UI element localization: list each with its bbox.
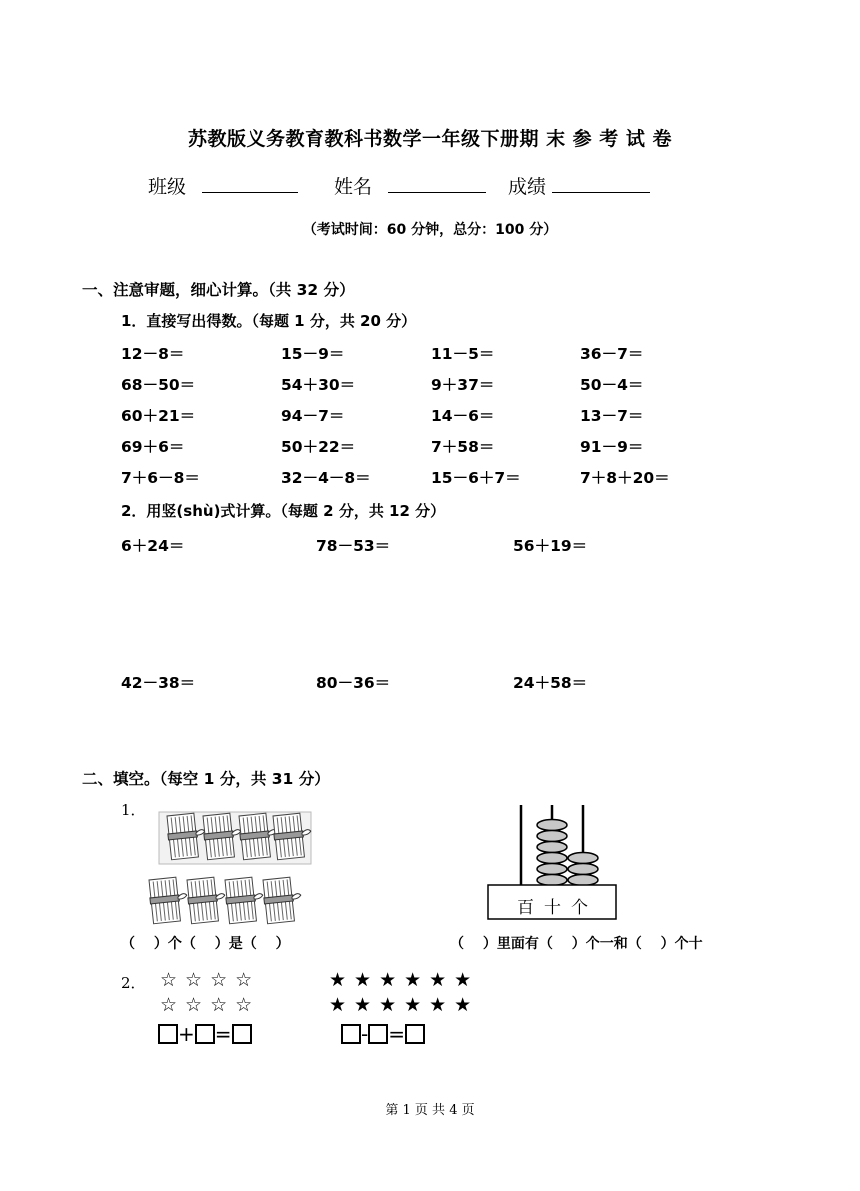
white-stars-row-1: ☆☆☆☆ [160, 969, 261, 991]
s1-q2-heading: 2．用竖(shù)式计算。（每题 2 分，共 12 分） [121, 502, 446, 520]
equation: 80－36＝ [316, 674, 391, 692]
equation: 9＋37＝ [431, 376, 495, 394]
ones-beads [568, 853, 598, 886]
equation: 42－38＝ [121, 674, 196, 692]
s2-q1-left-blanks: （ ）个（ ）是（ ） [121, 936, 290, 952]
s2-q1-right-blanks: （ ）里面有（ ）个一和（ ）个十 [450, 936, 703, 952]
equation: 60＋21＝ [121, 407, 196, 425]
equals-sign: = [214, 1022, 232, 1046]
s2-q2-number: 2． [121, 974, 146, 992]
equation: 7＋58＝ [431, 438, 495, 456]
equation: 56＋19＝ [513, 537, 588, 555]
exam-info: （考试时间：60 分钟，总分：100 分） [302, 222, 558, 238]
equation: 7＋6－8＝ [121, 469, 200, 487]
answer-box[interactable] [195, 1024, 215, 1044]
equation: 50＋22＝ [281, 438, 356, 456]
name-label: 姓名 [334, 176, 373, 198]
answer-box[interactable] [405, 1024, 425, 1044]
score-field [508, 172, 650, 199]
equation: 69＋6＝ [121, 438, 185, 456]
answer-box[interactable] [368, 1024, 388, 1044]
equation: 11－5＝ [431, 345, 495, 363]
equation: 15－6＋7＝ [431, 469, 521, 487]
class-label: 班级 [148, 176, 187, 198]
plus-sign: + [178, 1022, 195, 1046]
answer-box[interactable] [158, 1024, 178, 1044]
equation: 68－50＝ [121, 376, 196, 394]
section1-heading: 一、注意审题，细心计算。（共 32 分） [82, 281, 355, 299]
equation: 13－7＝ [580, 407, 644, 425]
equals-sign: = [388, 1022, 405, 1046]
score-blank[interactable] [552, 172, 650, 193]
name-field [334, 172, 486, 199]
equation: 7＋8＋20＝ [580, 469, 670, 487]
minus-sign: - [361, 1022, 369, 1046]
white-stars-row-2: ☆☆☆☆ [160, 994, 261, 1016]
score-label: 成绩 [508, 176, 547, 198]
name-blank[interactable] [388, 172, 486, 193]
equation: 12－8＝ [121, 345, 185, 363]
subtraction-box-equation [341, 1022, 425, 1046]
s1-q1-heading: 1．直接写出得数。（每题 1 分，共 20 分） [121, 312, 417, 330]
answer-box[interactable] [341, 1024, 361, 1044]
page-footer: 第 1 页 共 4 页 [385, 1103, 475, 1118]
equation: 78－53＝ [316, 537, 391, 555]
equation: 6＋24＝ [121, 537, 185, 555]
tens-beads [537, 820, 567, 886]
abacus-place-labels: 百十个 [517, 898, 598, 918]
equation: 14－6＝ [431, 407, 495, 425]
equation: 15－9＝ [281, 345, 345, 363]
equation: 24＋58＝ [513, 674, 588, 692]
answer-box[interactable] [232, 1024, 252, 1044]
equation: 32－4－8＝ [281, 469, 371, 487]
stick-bundles-image [145, 810, 315, 935]
class-blank[interactable] [202, 172, 298, 193]
addition-box-equation [158, 1022, 252, 1046]
black-stars-row-2: ★★★★★★ [329, 994, 480, 1016]
section2-heading: 二、填空。（每空 1 分，共 31 分） [82, 770, 330, 788]
page-title: 苏教版义务教育教科书数学一年级下册期 末 参 考 试 卷 [187, 128, 673, 150]
equation: 94－7＝ [281, 407, 345, 425]
equation: 50－4＝ [580, 376, 644, 394]
equation: 36－7＝ [580, 345, 644, 363]
black-stars-row-1: ★★★★★★ [329, 969, 480, 991]
equation: 91－9＝ [580, 438, 644, 456]
class-field [148, 172, 298, 199]
s2-q1-number: 1． [121, 801, 146, 819]
equation: 54＋30＝ [281, 376, 356, 394]
